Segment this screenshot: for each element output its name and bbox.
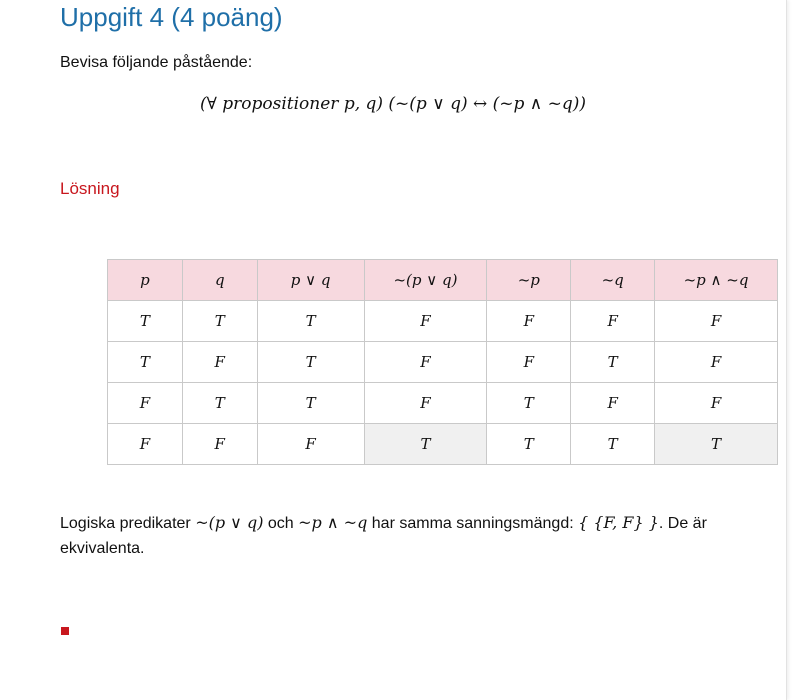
conclusion-text: Logiska predikater xyxy=(60,515,196,532)
highlighted-table-cell: T xyxy=(655,424,778,465)
solution-heading: Lösning xyxy=(60,179,120,198)
table-cell: F xyxy=(364,301,487,342)
table-cell: F xyxy=(182,342,257,383)
table-cell: F xyxy=(655,301,778,342)
table-cell: F xyxy=(571,383,655,424)
truth-table xyxy=(107,259,778,465)
column-header-p: p xyxy=(108,260,183,301)
conclusion-paragraph xyxy=(60,510,790,561)
table-cell: T xyxy=(257,342,364,383)
highlighted-table-cell: T xyxy=(364,424,487,465)
table-cell: F xyxy=(364,383,487,424)
table-cell: F xyxy=(108,424,183,465)
table-row xyxy=(108,383,778,424)
table-cell: T xyxy=(182,383,257,424)
table-cell: F xyxy=(487,342,571,383)
table-row xyxy=(108,342,778,383)
table-cell: T xyxy=(487,424,571,465)
conclusion-formula-right: ~p ∧ ~q xyxy=(298,513,368,532)
table-cell: F xyxy=(571,301,655,342)
table-cell: F xyxy=(182,424,257,465)
table-row xyxy=(108,424,778,465)
conclusion-formula-left: ~(p ∨ q) xyxy=(195,513,264,532)
task-formula: (∀ propositioner p, q) (~(p ∨ q) ↔ (~p ∧ ~q)) xyxy=(199,94,587,114)
table-cell: T xyxy=(257,301,364,342)
truth-table-header-row xyxy=(108,260,778,301)
table-cell: T xyxy=(182,301,257,342)
column-header-not-p-and-not-q: ~p ∧ ~q xyxy=(655,260,778,301)
table-cell: F xyxy=(655,342,778,383)
table-cell: T xyxy=(571,342,655,383)
table-cell: T xyxy=(108,342,183,383)
column-header-not-p-or-q: ~(p ∨ q) xyxy=(364,260,487,301)
table-cell: T xyxy=(257,383,364,424)
table-cell: F xyxy=(655,383,778,424)
conclusion-text: har samma sanningsmängd: xyxy=(367,515,579,532)
column-header-not-p: ~p xyxy=(487,260,571,301)
qed-square-icon xyxy=(61,627,69,635)
table-cell: F xyxy=(108,383,183,424)
task-prompt: Bevisa följande påstående: xyxy=(60,54,253,71)
table-cell: F xyxy=(257,424,364,465)
table-cell: F xyxy=(487,301,571,342)
table-cell: T xyxy=(571,424,655,465)
column-header-p-or-q: p ∨ q xyxy=(257,260,364,301)
table-row xyxy=(108,301,778,342)
page-title: Uppgift 4 (4 poäng) xyxy=(60,2,283,32)
conclusion-text: och xyxy=(263,515,299,532)
table-cell: T xyxy=(487,383,571,424)
table-cell: F xyxy=(364,342,487,383)
table-cell: T xyxy=(108,301,183,342)
column-header-not-q: ~q xyxy=(571,260,655,301)
conclusion-text: . De är ekvivalenta. xyxy=(60,515,707,557)
truth-set: { {F, F} } xyxy=(578,513,659,532)
column-header-q: q xyxy=(182,260,257,301)
